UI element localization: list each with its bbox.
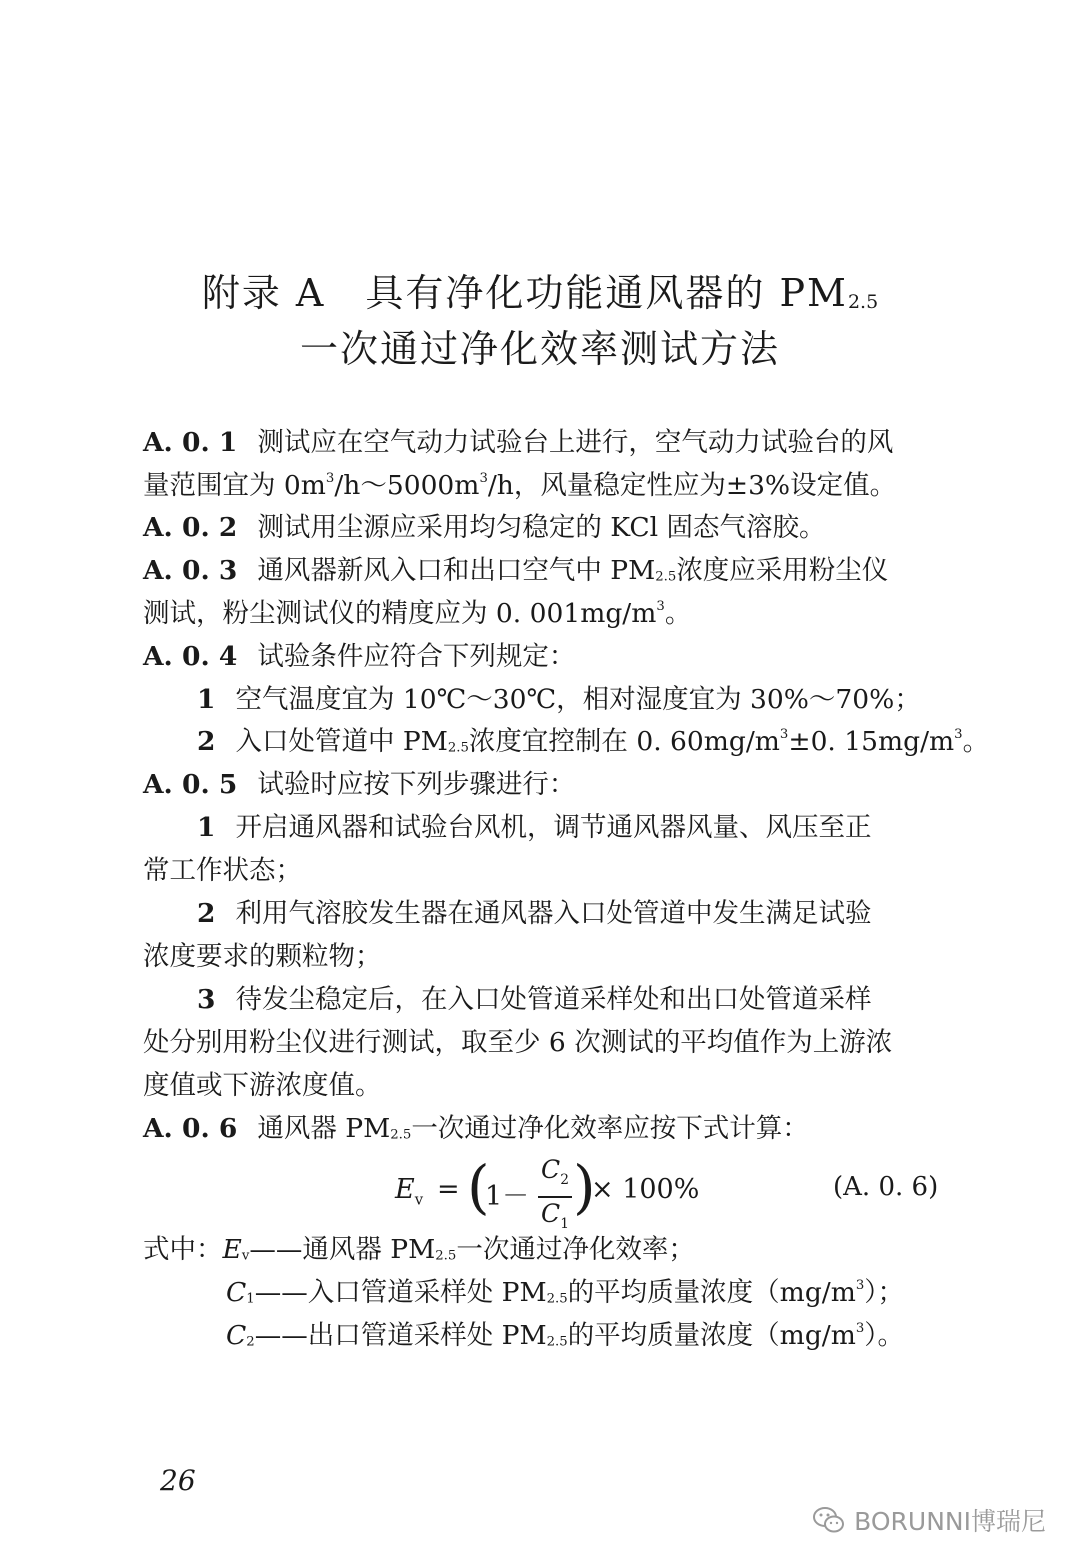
clause-a05-item2: 2 利用气溶胶发生器在通风器入口处管道中发生满足试验 bbox=[197, 898, 872, 929]
page-number: 26 bbox=[160, 1464, 196, 1497]
clause-a01: A. 0. 1 测试应在空气动力试验台上进行，空气动力试验台的风 bbox=[143, 427, 894, 458]
where-ev: 式中：$E_v——$通风器 $PM_{2.5}$一次通过净化效率； bbox=[143, 1234, 695, 1265]
clause-a03-cont: 测试，粉尘测试仪的精度应为 0. $001mg/m^3$。 bbox=[143, 598, 692, 629]
where-c2: $C_2——$出口管道采样处 $PM_{2.5}$的平均质量浓度$(mg/m^3)$。 bbox=[226, 1320, 905, 1351]
where-c1: $C_1——$入口管道采样处 $PM_{2.5}$的平均质量浓度$(mg/m^3)$； bbox=[226, 1277, 905, 1308]
formula-fraction bbox=[538, 1156, 572, 1238]
clause-a04: A. 0. 4 试验条件应符合下列规定： bbox=[143, 641, 576, 672]
clause-a05-item1: 1 开启通风器和试验台风机，调节通风器风量、风压至正 bbox=[197, 812, 872, 843]
clause-a04-item1: 1 空气温度宜为 10℃～30℃，相对湿度宜为 30%～70%； bbox=[197, 684, 921, 715]
watermark-text: BORUNNI博瑞尼 bbox=[854, 1507, 1046, 1536]
watermark bbox=[812, 1500, 1046, 1540]
equation-label: (A. 0. 6) bbox=[833, 1172, 939, 1202]
page-title-line1: 附录 A 具有净化功能通风器的 $PM_{2.5}$ bbox=[201, 271, 879, 315]
clause-a05-item3-cont2: 度值或下游浓度值。 bbox=[143, 1070, 382, 1101]
clause-a04-item2: 2 入口处管道中 $PM_{2.5}$浓度宜控制在 0. $60mg/m^3\pm 0$. $15mg/m^3$。 bbox=[197, 726, 990, 757]
wechat-icon bbox=[812, 1505, 846, 1535]
clause-a06: A. 0. 6 通风器 $PM_{2.5}$一次通过净化效率应按下式计算： bbox=[143, 1113, 809, 1144]
clause-a02: A. 0. 2 测试用尘源应采用均匀稳定的 KCl 固态气溶胶。 bbox=[143, 512, 826, 543]
formula-left-paren: ( bbox=[467, 1153, 490, 1221]
formula-equals: = bbox=[437, 1174, 460, 1205]
clause-a05-item3: 3 待发尘稳定后，在入口处管道采样处和出口处管道采样 bbox=[197, 984, 872, 1015]
clause-a05-item3-cont1: 处分别用粉尘仪进行测试，取至少 6 次测试的平均值作为上游浓 bbox=[143, 1027, 893, 1058]
formula-one-minus: 1－ bbox=[485, 1181, 530, 1212]
formula-multiplier: × 100% bbox=[591, 1174, 700, 1205]
clause-a01-cont: 量范围宜为 $0m^3/h\sim 5000m^3/h$，风量稳定性应为±3%设定值。 bbox=[143, 470, 897, 501]
formula-lhs: $E_v$ bbox=[395, 1174, 424, 1209]
page-title-line2: 一次通过净化效率测试方法 bbox=[299, 327, 780, 371]
clause-a05-item1-cont: 常工作状态； bbox=[143, 855, 302, 886]
formula-denominator: $C_1$ bbox=[541, 1198, 569, 1232]
formula-numerator: $C_2$ bbox=[541, 1155, 569, 1188]
clause-a05-item2-cont: 浓度要求的颗粒物； bbox=[143, 941, 382, 972]
formula-right-paren: ) bbox=[573, 1153, 596, 1221]
fraction-bar bbox=[538, 1196, 572, 1198]
clause-a05: A. 0. 5 试验时应按下列步骤进行： bbox=[143, 769, 576, 800]
clause-a03: A. 0. 3 通风器新风入口和出口空气中 $PM_{2.5}$浓度应采用粉尘仪 bbox=[143, 555, 889, 586]
